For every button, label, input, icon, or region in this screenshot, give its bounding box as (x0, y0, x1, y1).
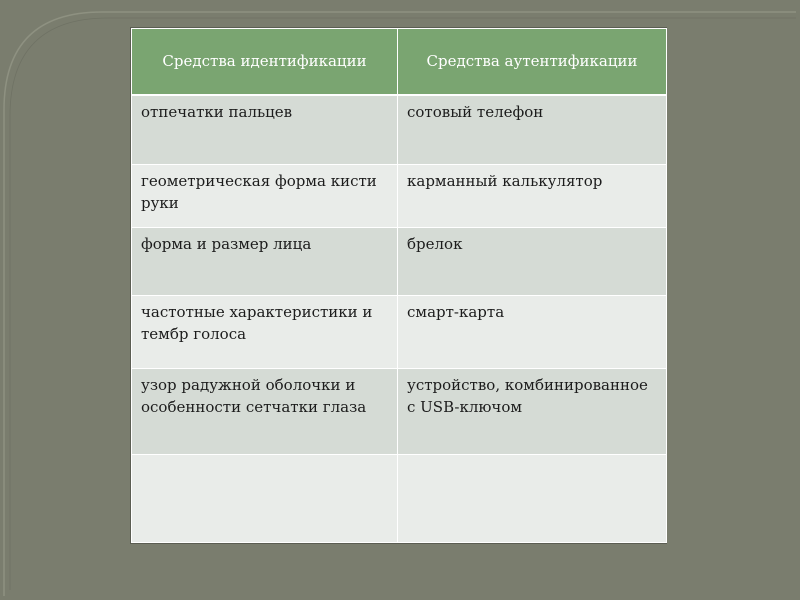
table-cell (132, 455, 398, 543)
table-cell: узор радужной оболочки и особенности сетчатки глаза (132, 369, 398, 455)
table-row (132, 369, 667, 455)
table-cell: брелок (398, 228, 667, 296)
table-row (132, 95, 667, 165)
table-cell: устройство, комбинированное с USB-ключом (398, 369, 667, 455)
table-row (132, 228, 667, 296)
table-cell: форма и размер лица (132, 228, 398, 296)
table-row (132, 455, 667, 543)
header-identification: Средства идентификации (132, 29, 398, 95)
table-cell: отпечатки пальцев (132, 95, 398, 165)
table-cell (398, 455, 667, 543)
table-cell: смарт-карта (398, 295, 667, 369)
table-cell: геометрическая форма кисти руки (132, 164, 398, 228)
table-header-row (132, 29, 667, 95)
table-cell: сотовый телефон (398, 95, 667, 165)
table-cell: карманный калькулятор (398, 164, 667, 228)
table-cell: частотные характеристики и тембр голоса (132, 295, 398, 369)
comparison-table (131, 28, 667, 543)
header-authentication: Средства аутентификации (398, 29, 667, 95)
comparison-table-container (131, 28, 666, 543)
table-row (132, 295, 667, 369)
table-row (132, 164, 667, 228)
